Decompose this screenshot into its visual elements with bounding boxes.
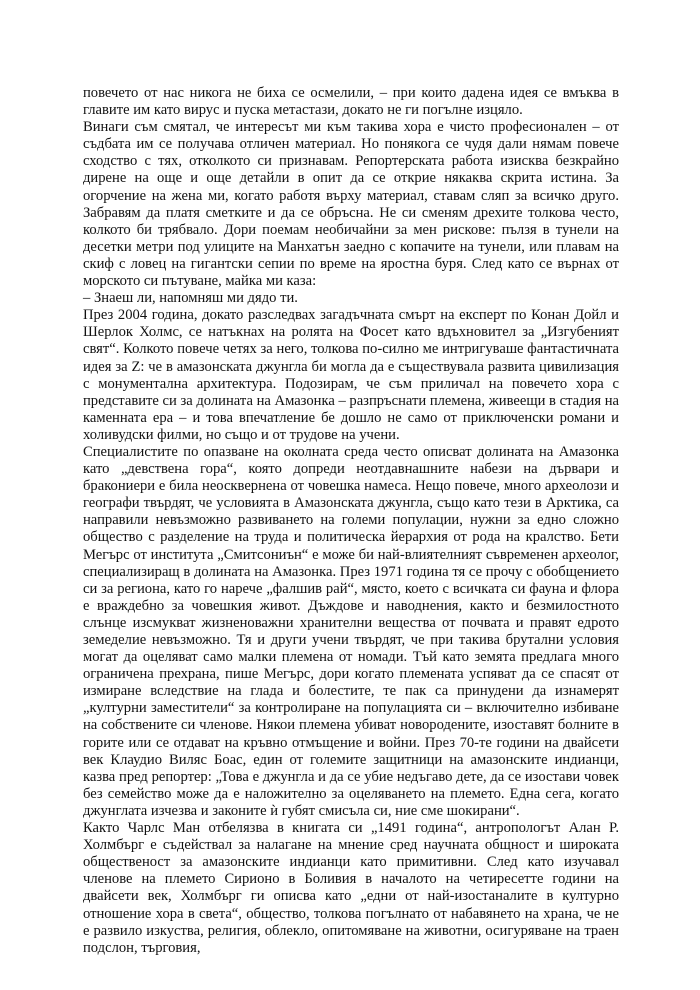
- paragraph-4: През 2004 година, докато разследвах загадъчната смърт на експерт по Конан Дойл и Шерлок Холмс, се натъкнах на ролята на Фосет като вдъхновител за „Изгубеният свят“. Колкото повече четях за него, толкова по-силно ме интригуваше фантастичната идея за Z: че в амазонската джунгла би могла да е съществувала развита цивилизация с монументална архитектура. Подозирам, че съм приличал на повечето хора с представите си за долината на Амазонка – разпръснати племена, живеещи в стадия на каменната ера – и това впечатление бе дошло не само от приключенски романи и холивудски филми, но също и от трудове на учени.: [83, 307, 619, 443]
- paragraph-5: Специалистите по опазване на околната среда често описват долината на Амазонка като „девствена гора“, която допреди неотдавнашните набези на дървари и бракониери е била неосквернена от човешка намеса. Нещо повече, много археолози и географи твърдят, че условията в Амазонската джунгла, също като тези в Арктика, са направили невъзможно развиването на големи популации, нужни за едно сложно общество с разделение на труда и политическа йерархия от рода на кралство. Бети Мегърс от института „Смитсониън“ е може би най-влиятелният съвременен археолог, специализиращ в долината на Амазонка. През 1971 година тя се прочу с обобщението си за региона, като го нарече „фалшив рай“, място, което с всичката си фауна и флора е враждебно за човешкия живот. Дъждове и наводнения, както и безмилостното слънце изсмукват жизненоважни хранителни вещества от почвата и правят едрото земеделие невъзможно. Тя и други учени твърдят, че при такива брутални условия могат да оцеляват само малки племена от номади. Тъй като земята предлага много ограничена прехрана, пише Мегърс, дори когато племената успяват да се спасят от измиране вследствие на глада и болестите, те пак са принудени да изнамерят „културни заместители“ за контролиране на популацията си – включително избиване на собствените си членове. Някои племена убиват новородените, изоставят болните в горите или се отдават на кръвно отмъщение и войни. През 70-те години на двайсети век Клаудио Виляс Боас, един от големите защитници на амазонските индианци, казва пред репортер: „Това е джунгла и да се убие недъгаво дете, да се изостави човек без семейство може да е наложително за оцеляването на племето. Една сега, когато джунглата изчезва и законите ѝ губят смисъла си, ние сме шокирани“.: [83, 443, 619, 819]
- paragraph-6: Както Чарлс Ман отбелязва в книгата си „1491 година“, антропологът Алан Р. Холмбърг е съдействал за налагане на мнение сред научната общност и широката общественост за амазонските индианци като примитивни. След като изучавал членове на племето Сирионо в Боливия в началото на четиресетте години на двайсети век, Холмбърг ги описва като „едни от най-изостаналите в културно отношение хора в света“, общество, толкова погълнато от набавянето на храна, че не е развило изкуства, религия, облекло, опитомяване на животни, осигуряване на траен подслон, търговия,: [83, 820, 619, 956]
- paragraph-2: Винаги съм смятал, че интересът ми към такива хора е чисто професионален – от съдбата им се получава отличен материал. Но понякога се чудя дали нямам повече сходство с тях, отколкото си признавам. Репортерската работа изисква безкрайно дирене на още и още детайли в опит да се открие някаква скрита истина. За огорчение на жена ми, когато работя върху материал, ставам сляп за всичко друго. Забравям да платя сметките и да се обръсна. Не си сменям дрехите толкова често, колкото би трябвало. Дори поемам необичайни за мен рискове: пълзя в тунели на десетки метри под улиците на Манхатън заедно с копачите на тунели, или плавам на скиф с ловец на гигантски сепии по време на яростна буря. След като се върнах от морското си пътуване, майка ми каза:: [83, 119, 619, 290]
- paragraph-1: повечето от нас никога не биха се осмелили, – при които дадена идея се вмъква в главите им като вирус и пуска метастази, докато не ги погълне изцяло.: [83, 85, 619, 119]
- paragraph-3: – Знаеш ли, напомняш ми дядо ти.: [83, 290, 298, 307]
- document-page: [83, 85, 619, 957]
